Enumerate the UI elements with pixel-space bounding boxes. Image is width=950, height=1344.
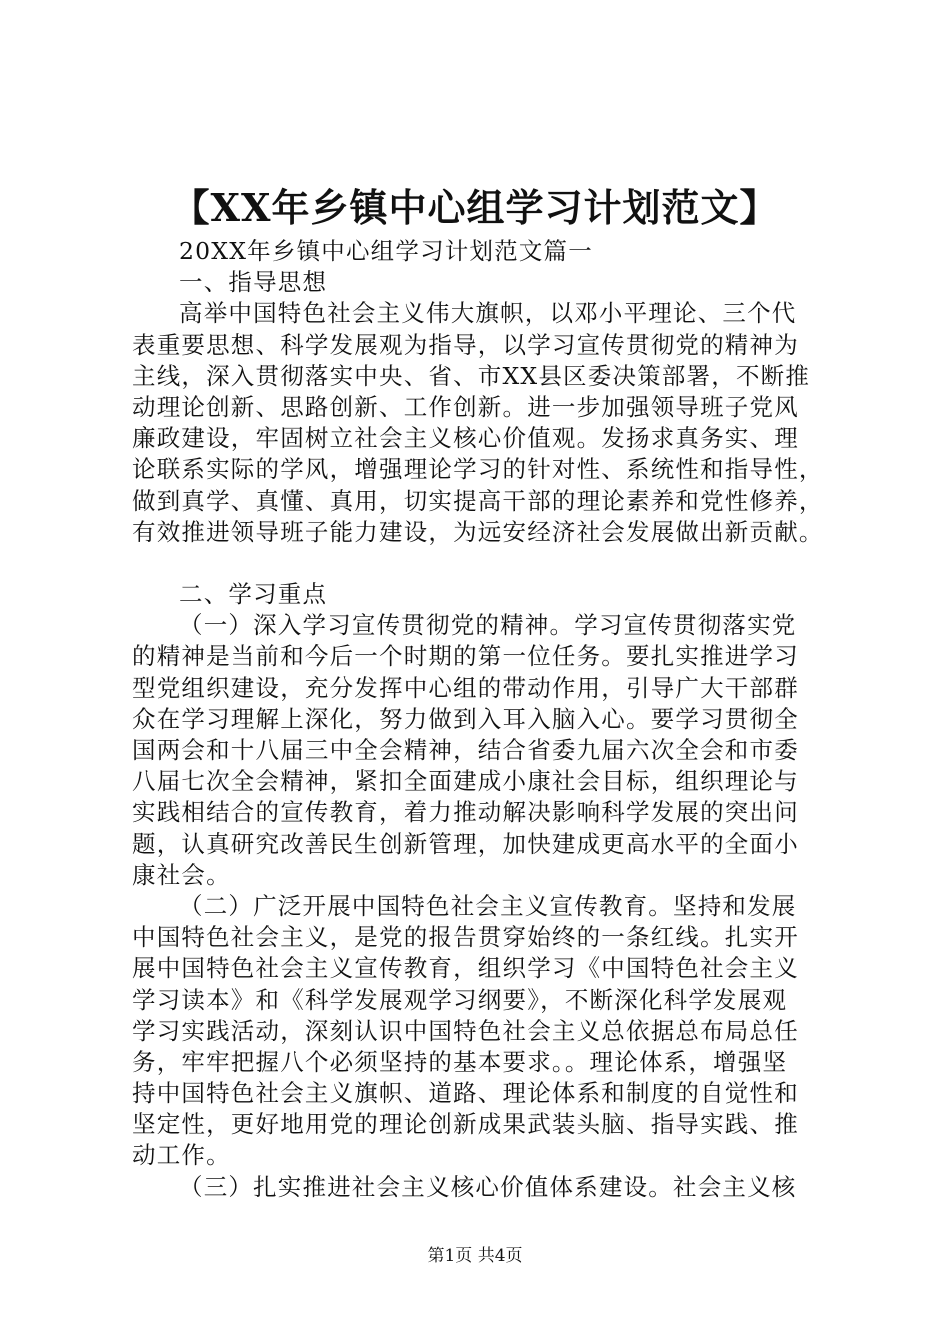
body-line: 廉政建设，牢固树立社会主义核心价值观。发扬求真务实、理 xyxy=(132,424,799,453)
document-body xyxy=(132,236,838,1203)
body-line: 学习实践活动，深刻认识中国特色社会主义总依据总布局总任 xyxy=(132,1016,799,1045)
body-line: 动理论创新、思路创新、工作创新。进一步加强领导班子党风 xyxy=(132,392,799,421)
body-line: 高举中国特色社会主义伟大旗帜，以邓小平理论、三个代 xyxy=(179,299,797,328)
body-line: 展中国特色社会主义宣传教育，组织学习《中国特色社会主义 xyxy=(132,954,799,983)
body-line: 表重要思想、科学发展观为指导，以学习宣传贯彻党的精神为 xyxy=(132,330,799,359)
body-line: 众在学习理解上深化，努力做到入耳入脑入心。要学习贯彻全 xyxy=(132,704,799,733)
body-line: （二）广泛开展中国特色社会主义宣传教育。坚持和发展 xyxy=(179,891,797,920)
body-line: 一、指导思想 xyxy=(179,268,328,297)
body-line: 有效推进领导班子能力建设，为远安经济社会发展做出新贡献。 xyxy=(132,517,824,546)
body-line: 题，认真研究改善民生创新管理，加快建成更高水平的全面小 xyxy=(132,829,799,858)
document-title: 【XX年乡镇中心组学习计划范文】 xyxy=(171,185,779,230)
body-line: 的精神是当前和今后一个时期的第一位任务。要扎实推进学习 xyxy=(132,642,799,671)
body-line: 坚定性，更好地用党的理论创新成果武装头脑、指导实践、推 xyxy=(132,1110,799,1139)
body-line: 康社会。 xyxy=(132,860,231,889)
body-line: 持中国特色社会主义旗帜、道路、理论体系和制度的自觉性和 xyxy=(132,1079,799,1108)
body-line: （三）扎实推进社会主义核心价值体系建设。社会主义核 xyxy=(179,1172,797,1201)
body-line: 八届七次全会精神，紧扣全面建成小康社会目标，组织理论与 xyxy=(132,767,799,796)
body-line: 二、学习重点 xyxy=(179,580,328,609)
body-line: （一）深入学习宣传贯彻党的精神。学习宣传贯彻落实党 xyxy=(179,611,797,640)
body-line: 做到真学、真懂、真用，切实提高干部的理论素养和党性修养， xyxy=(132,486,824,515)
blank-line xyxy=(132,548,838,579)
body-line: 论联系实际的学风，增强理论学习的针对性、系统性和指导性， xyxy=(132,455,824,484)
page-footer: 第1页 共4页 xyxy=(427,1246,523,1266)
body-line: 实践相结合的宣传教育，着力推动解决影响科学发展的突出问 xyxy=(132,798,799,827)
body-line: 中国特色社会主义，是党的报告贯穿始终的一条红线。扎实开 xyxy=(132,923,799,952)
body-line: 型党组织建设，充分发挥中心组的带动作用，引导广大干部群 xyxy=(132,673,799,702)
body-line: 20XX年乡镇中心组学习计划范文篇一 xyxy=(179,237,593,265)
body-line: 国两会和十八届三中全会精神，结合省委九届六次全会和市委 xyxy=(132,736,799,764)
body-line: 务，牢牢把握八个必须坚持的基本要求。。理论体系，增强坚 xyxy=(132,1047,788,1076)
body-line: 动工作。 xyxy=(132,1141,231,1170)
body-line: 主线，深入贯彻落实中央、省、市XX县区委决策部署，不断推 xyxy=(132,361,811,390)
body-line: 学习读本》和《科学发展观学习纲要》，不断深化科学发展观 xyxy=(132,985,788,1014)
